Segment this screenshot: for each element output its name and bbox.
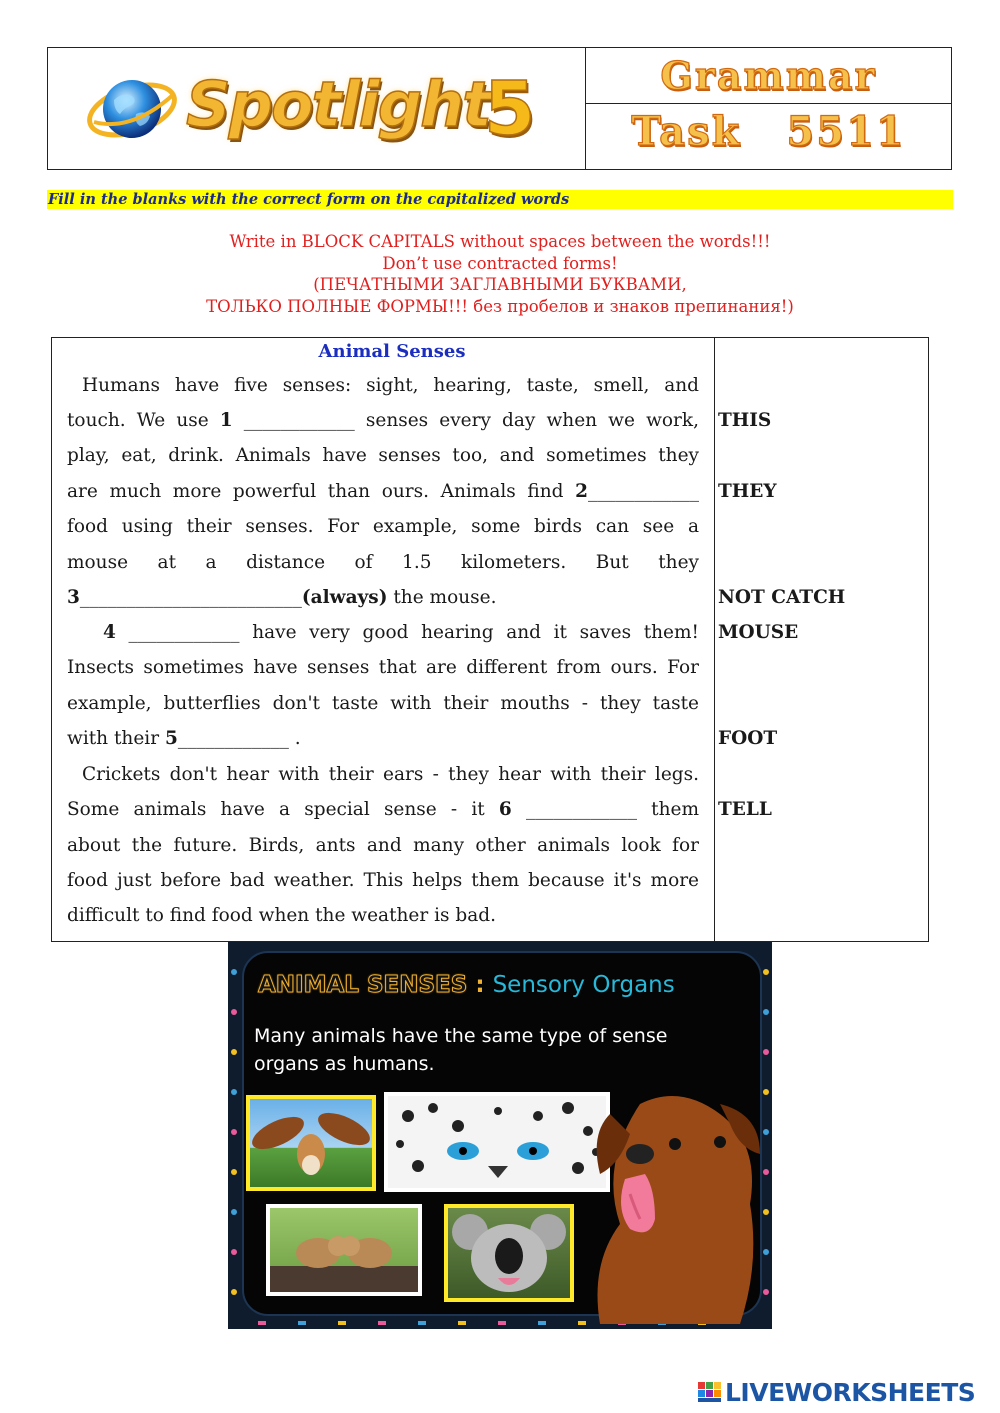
story-line: difficult to find food when the weather is bad. [67, 905, 496, 926]
grammar-title: Grammar [660, 53, 877, 98]
story-line: Crickets don't hear with their ears - they hear with their legs. [82, 764, 699, 785]
note-line: Don’t use contracted forms! [382, 253, 618, 273]
story-line: Humans have five senses: sight, hearing, taste, smell, and [82, 375, 699, 396]
answer-blank-4[interactable]: ____________ [128, 622, 240, 643]
story-line: about the future. Birds, ants and many other animals look for [67, 835, 699, 856]
story-text: senses every day when we work, [365, 410, 699, 431]
story-line [67, 792, 699, 827]
task-cell [586, 104, 951, 169]
card-caption: Many animals have the same type of sense organs as humans. [254, 1025, 668, 1075]
answer-blank-6[interactable]: ____________ [525, 799, 637, 820]
dog-ears-photo [246, 1095, 376, 1191]
card-title-main: ANIMAL SENSES [258, 972, 468, 998]
note-line: (ПЕЧАТНЫМИ ЗАГЛАВНЫМИ БУКВАМИ, [313, 275, 687, 294]
story-text: the mouse. [393, 587, 497, 608]
answer-blank-2[interactable]: ____________ [588, 481, 699, 502]
story-column [52, 338, 715, 941]
story-line: food just before bad weather. This helps them because it's more [67, 870, 699, 891]
liveworksheets-watermark [697, 1376, 975, 1408]
grammar-cell [586, 48, 951, 104]
gap-number: 6 [498, 799, 512, 820]
gap-number: 2 [575, 481, 588, 502]
story-line: example, butterflies don't taste with their mouths - they taste [67, 693, 699, 714]
story-text: are much more powerful than ours. Animals find [67, 481, 564, 502]
keyword-2: THEY [718, 481, 777, 502]
liveworksheets-logo-icon [697, 1380, 723, 1404]
story-text: have very good hearing and it saves them! [252, 622, 699, 643]
keyword-3: NOT CATCH [718, 587, 846, 608]
keyword-6: TELL [718, 799, 772, 820]
liveworksheets-brand: LIVEWORKSHEETS [725, 1377, 976, 1407]
ground-squirrels-photo [266, 1204, 422, 1296]
answer-blank-5[interactable]: ____________ [177, 728, 289, 749]
story-line [67, 474, 699, 509]
keyword-column [715, 338, 928, 941]
story-text: with their [67, 728, 160, 749]
story-title: Animal Senses [318, 341, 466, 362]
card-title-separator: : [475, 972, 485, 998]
story-line [67, 403, 699, 438]
story-line [67, 615, 699, 650]
keyword-4: MOUSE [718, 622, 799, 643]
header-box [47, 47, 952, 170]
gap-number: 4 [103, 622, 116, 643]
note-line: ТОЛЬКО ПОЛНЫЕ ФОРМЫ!!! без пробелов и знаков препинания!) [206, 296, 794, 316]
note-line: Write in BLOCK CAPITALS without spaces between the words!!! [229, 232, 771, 251]
koala-photo [444, 1204, 574, 1302]
leopard-eyes-photo [384, 1092, 610, 1192]
globe-icon [86, 70, 178, 148]
spotlight-logo-text: Spotlight [186, 68, 490, 141]
animal-senses-image [228, 942, 772, 1329]
story-line [67, 580, 699, 615]
answer-blank-1[interactable]: ____________ [243, 410, 355, 431]
spotlight-logo-number: 5 [484, 66, 536, 152]
story-text: them [651, 799, 699, 820]
keyword-5: FOOT [718, 728, 778, 749]
exercise-table [51, 337, 929, 942]
gap-number: 1 [219, 410, 233, 431]
answer-blank-3[interactable]: ________________________ [79, 587, 302, 608]
task-label: Task [631, 108, 742, 155]
story-text: . [294, 728, 301, 749]
writing-rules-note [100, 231, 900, 317]
story-line: play, eat, drink. Animals have senses too, and sometimes they [67, 445, 699, 466]
keyword-1: THIS [718, 410, 772, 431]
card-title [258, 972, 675, 998]
story-line: mouse at a distance of 1.5 kilometers. But they [67, 552, 699, 573]
gap-number: 5 [164, 728, 178, 749]
instruction-bar: Fill in the blanks with the correct form on the capitalized words [47, 190, 953, 209]
gap-number: 3 [67, 587, 80, 608]
adverb-hint: (always) [301, 587, 388, 608]
story-line: food using their senses. For example, some birds can see a [67, 516, 699, 537]
task-number: 5511 [786, 108, 906, 155]
story-line: Insects sometimes have senses that are different from ours. For [67, 657, 699, 678]
logo-cell [48, 48, 586, 169]
story-line [67, 721, 699, 756]
story-text: Some animals have a special sense - it [67, 799, 485, 820]
card-title-sub: Sensory Organs [492, 972, 675, 998]
dog-licking-photo [580, 1084, 770, 1324]
story-text: touch. We use [67, 410, 209, 431]
